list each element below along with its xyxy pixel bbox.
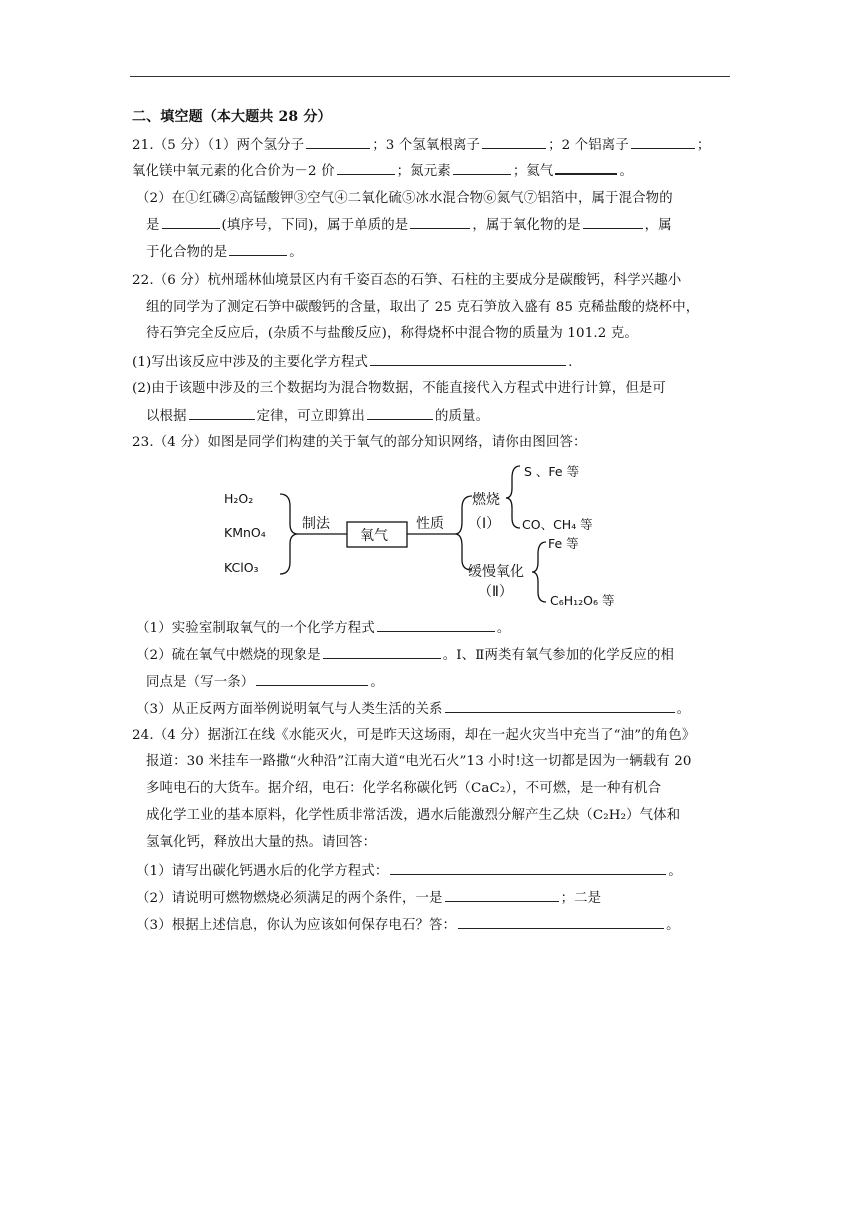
q21-line-1 xyxy=(132,135,732,156)
q21-text: ；氦气 xyxy=(512,164,554,179)
q23-line-5 xyxy=(136,699,736,720)
q21-text: 。 xyxy=(619,164,633,179)
answer-blank[interactable] xyxy=(583,215,643,229)
answer-blank[interactable] xyxy=(229,242,287,256)
answer-blank[interactable] xyxy=(555,160,617,175)
q24-line-3: 多吨电石的大货车。据介绍，电石：化学名称碳化钙（CaC₂），不可燃，是一种有机合 xyxy=(146,781,662,796)
answer-blank[interactable] xyxy=(367,406,433,420)
answer-blank[interactable] xyxy=(256,672,368,686)
diagram-zhifa: 制法 xyxy=(302,516,330,532)
q22-line-5: (2)由于该题中涉及的三个数据均为混合物数据，不能直接代入方程式中进行计算，但是可 xyxy=(132,381,666,396)
answer-blank[interactable] xyxy=(390,861,666,875)
q21-line-4 xyxy=(146,215,746,236)
diagram-h2o2: H₂O₂ xyxy=(224,491,254,506)
upper-right-brace xyxy=(506,466,520,528)
lower-right-brace xyxy=(532,542,546,602)
diagram-kmno4: KMnO₄ xyxy=(224,525,266,540)
q23-line-1: 23.（4 分）如图是同学们构建的关于氧气的部分知识网络，请你由图回答： xyxy=(132,435,587,450)
q24-text: ；二是 xyxy=(560,891,602,906)
diagram-fe: Fe 等 xyxy=(548,536,579,551)
q22-text: . xyxy=(568,355,573,370)
q21-line-2 xyxy=(132,160,732,182)
answer-blank[interactable] xyxy=(410,215,470,229)
answer-blank[interactable] xyxy=(631,135,695,149)
answer-blank[interactable] xyxy=(162,215,220,229)
q23-text: （3）从正反两方面举例说明氧气与人类生活的关系 xyxy=(136,702,443,717)
answer-blank[interactable] xyxy=(445,699,675,713)
diagram-center: 氧气 xyxy=(360,528,388,544)
q21-line-5 xyxy=(146,242,746,263)
q22-line-1: 22.（6 分）杭州瑶林仙境景区内有千姿百态的石笋、石柱的主要成分是碳酸钙，科学兴趣小 xyxy=(132,273,682,288)
answer-blank[interactable] xyxy=(370,352,566,366)
diagram-huanman-num: （Ⅱ） xyxy=(478,584,513,600)
q22-line-4 xyxy=(132,352,732,373)
q24-line-8 xyxy=(136,915,736,936)
q23-line-4 xyxy=(146,672,746,693)
q23-text: （2）硫在氧气中燃烧的现象是 xyxy=(136,648,321,663)
answer-blank[interactable] xyxy=(337,161,395,175)
q21-text: 是 xyxy=(146,218,160,233)
answer-blank[interactable] xyxy=(377,618,495,632)
q22-line-3: 待石笋完全反应后，(杂质不与盐酸反应)，称得烧杯中混合物的质量为 101.2 克。 xyxy=(146,326,638,341)
diagram-s-fe: S 、Fe 等 xyxy=(524,464,580,479)
q24-line-2: 报道：30 米挂车一路撒“火种沿”江南大道“电光石火”13 小时!这一切都是因为一辆载有 20 xyxy=(146,754,692,769)
q22-line-6 xyxy=(146,406,746,427)
left-brace xyxy=(280,494,298,574)
q23-text: （1）实验室制取氧气的一个化学方程式 xyxy=(136,621,375,636)
answer-blank[interactable] xyxy=(453,161,511,175)
q22-text: 以根据 xyxy=(146,409,187,424)
section-title: 二、填空题（本大题共 28 分） xyxy=(132,109,332,125)
q22-text: (1)写出该反应中涉及的主要化学方程式 xyxy=(132,355,369,370)
q24-line-6 xyxy=(136,861,736,882)
q21-text: 。 xyxy=(289,245,303,260)
q22-text: 的质量。 xyxy=(434,409,490,424)
answer-blank[interactable] xyxy=(323,645,441,659)
q23-text: 。 xyxy=(496,621,511,636)
q24-line-1: 24.（4 分）据浙江在线《水能灭火，可是昨天这场雨，却在一起火灾当中充当了“油”的角色》 xyxy=(132,728,696,743)
q22-line-2: 组的同学为了测定石笋中碳酸钙的含量，取出了 25 克石笋放入盛有 85 克稀盐酸的烧杯中， xyxy=(146,300,700,315)
diagram-xingzhi: 性质 xyxy=(416,516,444,532)
answer-blank[interactable] xyxy=(445,888,559,902)
q24-line-7 xyxy=(136,888,736,909)
q24-line-5: 氢氧化钙，释放出大量的热。请回答： xyxy=(146,835,377,850)
q23-text: 。 xyxy=(676,702,691,717)
diagram-ranshao: 燃烧 xyxy=(472,492,500,508)
q23-line-2 xyxy=(136,618,736,639)
answer-blank[interactable] xyxy=(482,135,546,149)
answer-blank[interactable] xyxy=(306,135,370,149)
q21-text: ； xyxy=(696,138,711,153)
q21-text: 于化合物的是 xyxy=(146,245,228,260)
q21-text: ，属 xyxy=(644,218,672,233)
diagram-co-ch4: CO、CH₄ 等 xyxy=(522,517,593,532)
middle-brace xyxy=(455,496,472,570)
diagram-huanman: 缓慢氧化 xyxy=(468,564,524,580)
q23-line-3 xyxy=(136,645,736,666)
q21-text: (填序号，下同)，属于单质的是 xyxy=(221,218,409,233)
diagram-kclo3: KClO₃ xyxy=(224,560,259,575)
q23-text: 同点是（写一条） xyxy=(146,675,255,690)
q21-line-3: （2）在①红磷②高锰酸钾③空气④二氧化硫⑤冰水混合物⑥氮气⑦铝箔中，属于混合物的 xyxy=(136,191,673,206)
diagram-c6h12o6: C₆H₁₂O₆ 等 xyxy=(550,593,615,608)
q21-text: ；氮元素 xyxy=(396,164,451,179)
oxygen-knowledge-diagram xyxy=(210,456,650,614)
q24-text: 。 xyxy=(666,918,680,933)
q24-text: （2）请说明可燃物燃烧必须满足的两个条件，一是 xyxy=(136,891,443,906)
q21-text: ；3 个氢氧根离子 xyxy=(372,138,481,153)
answer-blank[interactable] xyxy=(458,915,664,929)
q24-text: 。 xyxy=(668,864,682,879)
q24-text: （3）根据上述信息，你认为应该如何保存电石？答： xyxy=(136,918,457,933)
answer-blank[interactable] xyxy=(189,406,255,420)
q21-text: ；2 个铝离子 xyxy=(548,138,629,153)
q23-text: 。Ⅰ、Ⅱ两类有氧气参加的化学反应的相 xyxy=(442,648,675,663)
q21-text: 氧化镁中氧元素的化合价为－2 价 xyxy=(132,164,335,179)
top-rule xyxy=(130,76,730,77)
q23-text: 。 xyxy=(370,675,384,690)
q22-text: 定律，可立即算出 xyxy=(256,409,365,424)
q24-text: （1）请写出碳化钙遇水后的化学方程式： xyxy=(136,864,389,879)
diagram-ranshao-num: （Ⅰ） xyxy=(468,516,501,532)
q21-text: ，属于氧化物的是 xyxy=(472,218,581,233)
q21-text: 21.（5 分）（1）两个氢分子 xyxy=(132,138,305,153)
q24-line-4: 成化学工业的基本原料，化学性质非常活泼，遇水后能激烈分解产生乙炔（C₂H₂）气体和 xyxy=(146,808,681,823)
